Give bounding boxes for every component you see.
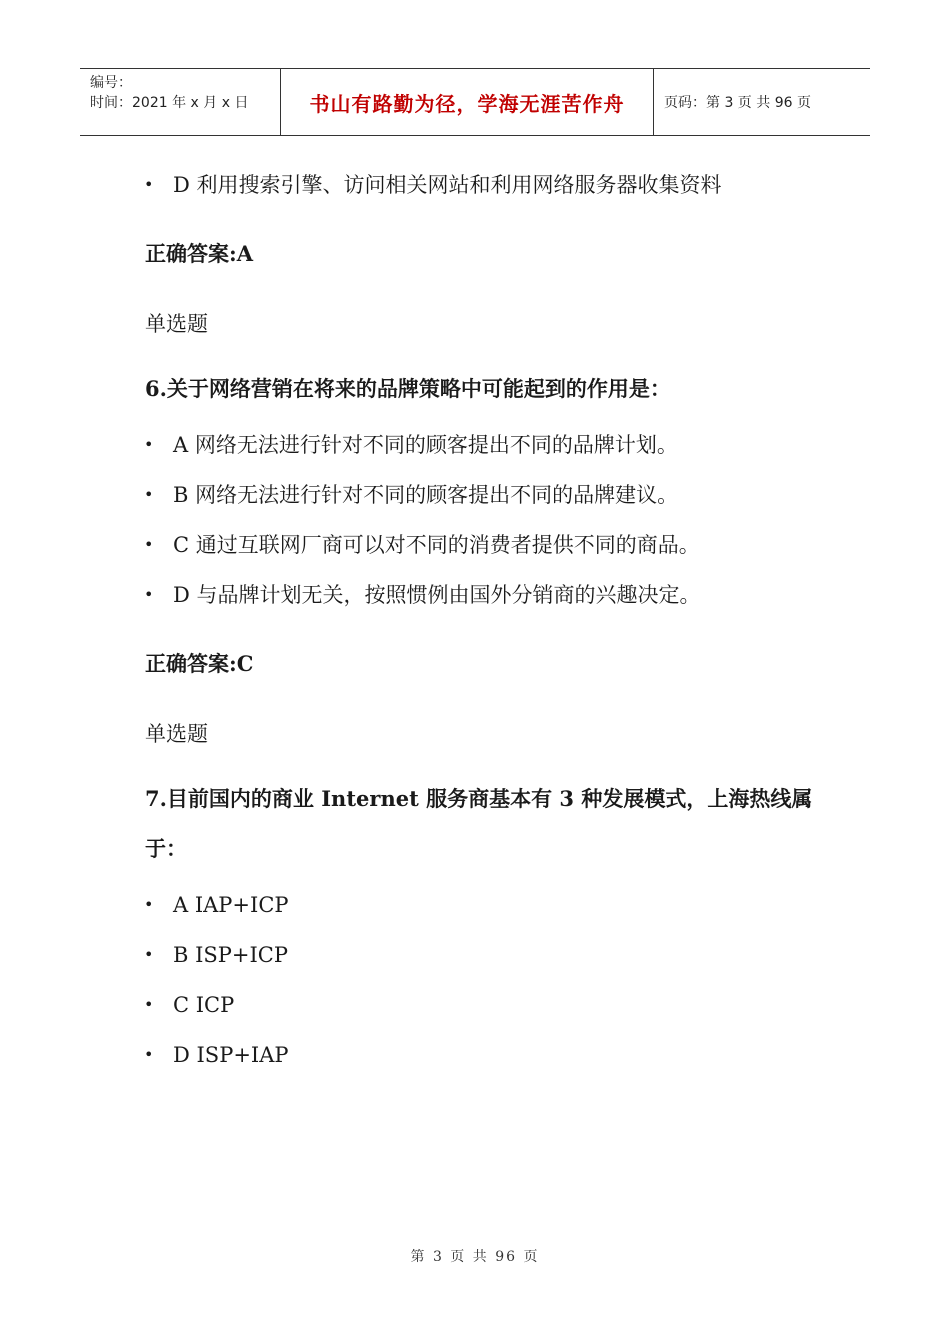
option-text: D ISP+IAP [173,1043,289,1067]
option-text: A IAP+ICP [173,893,289,917]
number-label: 编号： [90,75,132,91]
question-7: 7.目前国内的商业 Internet 服务商基本有 3 种发展模式，上海热线属于： [145,786,813,861]
bullet-icon: • [144,485,154,504]
option-text: D 利用搜索引擎、访问相关网站和利用网络服务器收集资料 [173,173,722,197]
page-header [80,68,870,136]
bullet-icon: • [144,535,154,554]
prev-options [145,160,835,210]
option-text: C 通过互联网厂商可以对不同的消费者提供不同的商品。 [173,533,700,557]
bullet-icon: • [144,945,154,964]
option-c [117,520,835,570]
option-d [117,1030,835,1080]
bullet-icon: • [144,435,154,454]
option-d [117,160,835,210]
question-type: 单选题 [145,722,208,746]
option-text: A 网络无法进行针对不同的顾客提出不同的品牌计划。 [173,433,678,457]
q7-options [145,880,835,1080]
header-page-info: 页码：第 3 页 共 96 页 [664,95,811,111]
date-label: 时间：2021 年 x 月 x 日 [90,95,249,111]
option-text: C ICP [173,993,235,1017]
header-meta [80,69,281,135]
question-type: 单选题 [145,312,208,336]
document-body [145,160,835,1080]
option-a [117,420,835,470]
option-d [117,570,835,620]
option-text: D 与品牌计划无关，按照惯例由国外分销商的兴趣决定。 [173,583,701,607]
correct-answer: 正确答案:C [145,651,254,676]
option-b [117,470,835,520]
bullet-icon: • [144,895,154,914]
bullet-icon: • [144,1045,154,1064]
option-b [117,930,835,980]
page-footer: 第 3 页 共 96 页 [410,1249,540,1265]
option-a [117,880,835,930]
option-c [117,980,835,1030]
bullet-icon: • [144,995,154,1014]
bullet-icon: • [144,585,154,604]
header-motto: 书山有路勤为径，学海无涯苦作舟 [281,69,654,135]
question-6: 6.关于网络营销在将来的品牌策略中可能起到的作用是： [145,376,671,401]
option-text: B 网络无法进行针对不同的顾客提出不同的品牌建议。 [173,483,679,507]
correct-answer: 正确答案:A [145,241,254,266]
bullet-icon: • [144,175,154,194]
option-text: B ISP+ICP [173,943,289,967]
q6-options [145,420,835,620]
